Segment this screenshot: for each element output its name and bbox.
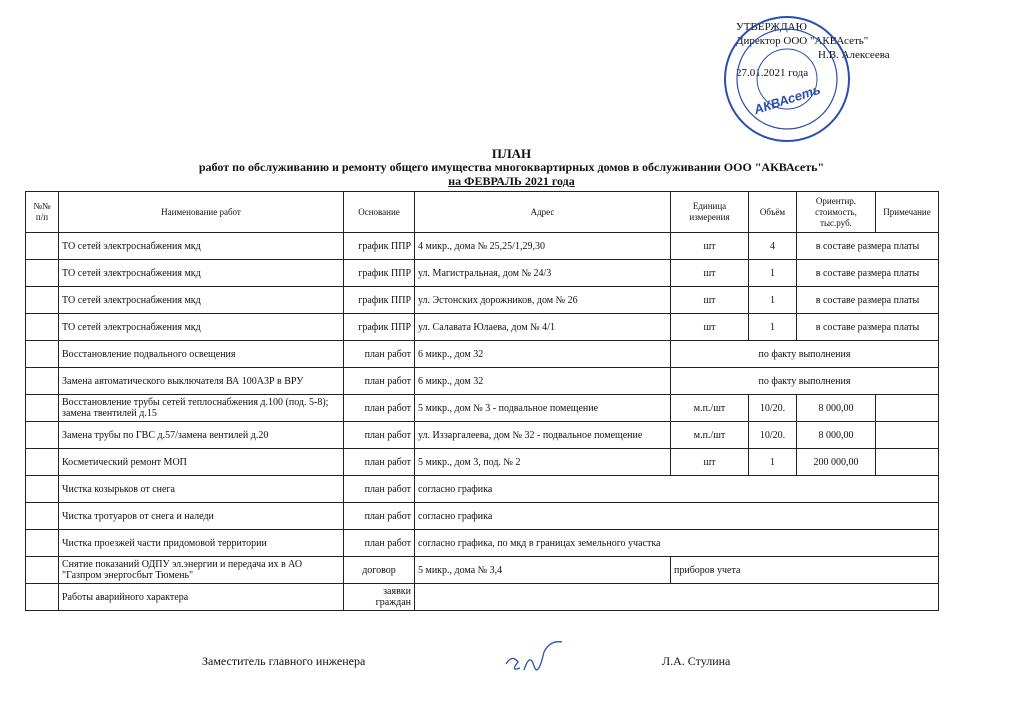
row-volume: 1 <box>749 449 797 476</box>
document-period: на ФЕВРАЛЬ 2021 года <box>448 174 575 188</box>
header-volume: Объём <box>749 192 797 233</box>
row-address: ул. Иззаргалеева, дом № 32 - подвальное помещение <box>415 422 671 449</box>
row-name: ТО сетей электроснабжения мкд <box>59 314 344 341</box>
header-address: Адрес <box>415 192 671 233</box>
row-name: Замена автоматического выключателя ВА 100А3Р в ВРУ <box>59 368 344 395</box>
row-volume: 1 <box>749 314 797 341</box>
row-name: Замена трубы по ГВС д.57/замена вентилей д.20 <box>59 422 344 449</box>
table-row <box>26 395 939 422</box>
table-row <box>26 422 939 449</box>
row-name: ТО сетей электроснабжения мкд <box>59 260 344 287</box>
header-cost: Ориентир. стоимость, тыс.руб. <box>797 192 876 233</box>
table-header-row <box>26 192 939 233</box>
row-cost: в составе размера платы <box>797 314 939 341</box>
table-row <box>26 233 939 260</box>
footer-position: Заместитель главного инженера <box>202 654 366 668</box>
row-unit: шт <box>671 260 749 287</box>
row-basis: график ППР <box>344 314 415 341</box>
approval-position: Директор ООО "АКВАсеть" <box>736 35 869 47</box>
row-unit: шт <box>671 314 749 341</box>
row-unit: м.п./шт <box>671 395 749 422</box>
approval-signer: Н.В. Алексеева <box>818 49 890 61</box>
row-cost: в составе размера платы <box>797 233 939 260</box>
row-volume: 1 <box>749 260 797 287</box>
table-row <box>26 260 939 287</box>
table-row <box>26 557 939 584</box>
row-basis: заявки граждан <box>344 584 415 611</box>
row-cost: в составе размера платы <box>797 287 939 314</box>
row-basis: график ППР <box>344 233 415 260</box>
row-address: 5 микр., дом 3, под. № 2 <box>415 449 671 476</box>
table-row <box>26 341 939 368</box>
footer-signer: Л.А. Стулина <box>662 654 731 668</box>
header-basis: Основание <box>344 192 415 233</box>
row-basis: график ППР <box>344 260 415 287</box>
row-basis: график ППР <box>344 287 415 314</box>
row-address: 5 микр., дом № 3 - подвальное помещение <box>415 395 671 422</box>
row-basis: план работ <box>344 476 415 503</box>
row-basis: план работ <box>344 341 415 368</box>
document-title: ПЛАН <box>491 146 532 161</box>
table-row <box>26 476 939 503</box>
row-address: согласно графика, по мкд в границах земельного участка <box>415 530 939 557</box>
row-unit: м.п./шт <box>671 422 749 449</box>
table-row <box>26 584 939 611</box>
row-basis: договор <box>344 557 415 584</box>
row-basis: план работ <box>344 422 415 449</box>
row-volume: 10/20. <box>749 422 797 449</box>
row-basis: план работ <box>344 395 415 422</box>
signature-mark <box>498 640 578 680</box>
document-subtitle: работ по обслуживанию и ремонту общего имущества многоквартирных домов в обслуживании ООО "АКВАсеть" <box>198 160 825 174</box>
row-name: Работы аварийного характера <box>59 584 344 611</box>
approval-date: 27.01.2021 года <box>736 67 809 79</box>
table-row <box>26 368 939 395</box>
row-cost: в составе размера платы <box>797 260 939 287</box>
header-num: №№ п/п <box>26 192 59 233</box>
row-basis: план работ <box>344 503 415 530</box>
row-name: Восстановление подвального освещения <box>59 341 344 368</box>
row-cost: 200 000,00 <box>797 449 876 476</box>
row-volume: 4 <box>749 233 797 260</box>
company-stamp <box>722 14 852 144</box>
stamp-text: АКВАсеть <box>751 81 823 118</box>
works-table <box>25 191 939 611</box>
row-address: согласно графика <box>415 503 939 530</box>
row-name: Снятие показаний ОДПУ эл.энергии и передача их в АО "Газпром энергосбыт Тюмень" <box>59 557 344 584</box>
row-unit: шт <box>671 287 749 314</box>
row-merged-note: по факту выполнения <box>671 368 939 395</box>
header-note: Примечание <box>876 192 939 233</box>
row-address: согласно графика <box>415 476 939 503</box>
row-volume: 1 <box>749 287 797 314</box>
header-name: Наименование работ <box>59 192 344 233</box>
row-address: 6 микр., дом 32 <box>415 368 671 395</box>
row-name: Чистка козырьков от снега <box>59 476 344 503</box>
row-address: 4 микр., дома № 25,25/1,29,30 <box>415 233 671 260</box>
row-basis: план работ <box>344 368 415 395</box>
row-name: Косметический ремонт МОП <box>59 449 344 476</box>
row-address: ул. Салавата Юлаева, дом № 4/1 <box>415 314 671 341</box>
table-row <box>26 314 939 341</box>
row-address: ул. Эстонских дорожников, дом № 26 <box>415 287 671 314</box>
row-cost: 8 000,00 <box>797 395 876 422</box>
table-row <box>26 287 939 314</box>
row-unit: приборов учета <box>671 557 939 584</box>
row-basis: план работ <box>344 530 415 557</box>
row-volume: 10/20. <box>749 395 797 422</box>
row-name: Чистка проезжей части придомовой территории <box>59 530 344 557</box>
row-basis: план работ <box>344 449 415 476</box>
table-row <box>26 530 939 557</box>
row-name: Восстановление трубы сетей теплоснабжения д.100 (под. 5-8); замена твентилей д.15 <box>59 395 344 422</box>
row-name: Чистка тротуаров от снега и наледи <box>59 503 344 530</box>
approval-heading: УТВЕРЖДАЮ <box>736 21 807 33</box>
row-address: 6 микр., дом 32 <box>415 341 671 368</box>
table-row <box>26 449 939 476</box>
row-merged-note: по факту выполнения <box>671 341 939 368</box>
table-row <box>26 503 939 530</box>
row-cost: 8 000,00 <box>797 422 876 449</box>
row-name: ТО сетей электроснабжения мкд <box>59 233 344 260</box>
row-name: ТО сетей электроснабжения мкд <box>59 287 344 314</box>
row-unit: шт <box>671 449 749 476</box>
row-address: ул. Магистральная, дом № 24/3 <box>415 260 671 287</box>
row-unit: шт <box>671 233 749 260</box>
header-unit: Единица измерения <box>671 192 749 233</box>
row-address: 5 микр., дома № 3,4 <box>415 557 671 584</box>
